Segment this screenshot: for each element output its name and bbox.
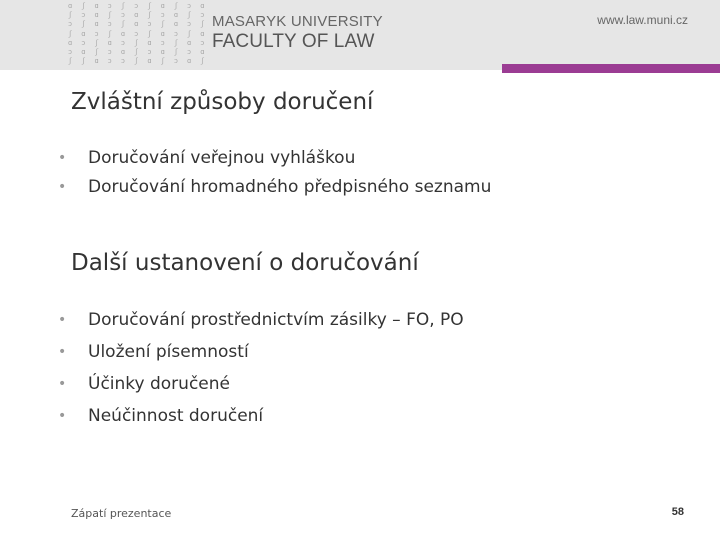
bullet-icon: • [58, 344, 67, 360]
logo-row: ɔ ɑ ʃ ɔ ɑ ʃ ɔ ɑ ʃ ɔ ɑ [68, 48, 207, 57]
logo-row: ʃ ɑ ɔ ʃ ɑ ɔ ʃ ɑ ɔ ʃ ɑ [68, 29, 207, 38]
site-url: www.law.muni.cz [597, 13, 688, 27]
section-heading-special-delivery: Zvláštní způsoby doručení [71, 89, 374, 115]
list-item [58, 404, 464, 436]
logo-row: ɑ ɔ ʃ ɑ ɔ ʃ ɑ ɔ ʃ ɑ ɔ [68, 38, 207, 47]
list-item [58, 308, 464, 340]
section-heading-other-provisions: Další ustanovení o doručování [71, 250, 419, 276]
list-item [58, 340, 464, 372]
list-item-text: Doručování prostřednictvím zásilky – FO, PO [88, 310, 464, 330]
footer-text: Zápatí prezentace [71, 507, 172, 520]
logo-row: ɔ ʃ ɑ ɔ ʃ ɑ ɔ ʃ ɑ ɔ ʃ [68, 20, 207, 29]
bullet-list-special-delivery [58, 146, 491, 204]
list-item-text: Účinky doručené [88, 374, 230, 394]
bullet-icon: • [58, 408, 67, 424]
accent-bar [502, 64, 720, 73]
list-item-text: Doručování hromadného předpisného seznamu [88, 177, 492, 197]
university-name: MASARYK UNIVERSITY [212, 13, 383, 30]
bullet-icon: • [58, 376, 67, 392]
university-logo-icon [68, 2, 207, 68]
faculty-name: FACULTY OF LAW [212, 31, 375, 52]
list-item-text: Doručování veřejnou vyhláškou [88, 148, 356, 168]
list-item [58, 372, 464, 404]
list-item [58, 175, 491, 204]
list-item-text: Neúčinnost doručení [88, 406, 264, 426]
logo-row: ʃ ɔ ɑ ʃ ɔ ɑ ʃ ɔ ɑ ʃ ɔ [68, 11, 207, 20]
page-number: 58 [671, 506, 684, 518]
bullet-icon: • [58, 179, 67, 195]
logo-row: ɑ ʃ ɑ ɔ ʃ ɔ ʃ ɑ ʃ ɔ ɑ [68, 2, 207, 10]
logo-row: ʃ ʃ ɑ ɔ ɔ ʃ ɑ ʃ ɔ ɑ ʃ [68, 57, 207, 66]
list-item [58, 146, 491, 175]
bullet-icon: • [58, 312, 67, 328]
list-item-text: Uložení písemností [88, 342, 249, 362]
bullet-icon: • [58, 150, 67, 166]
bullet-list-other-provisions [58, 308, 464, 436]
